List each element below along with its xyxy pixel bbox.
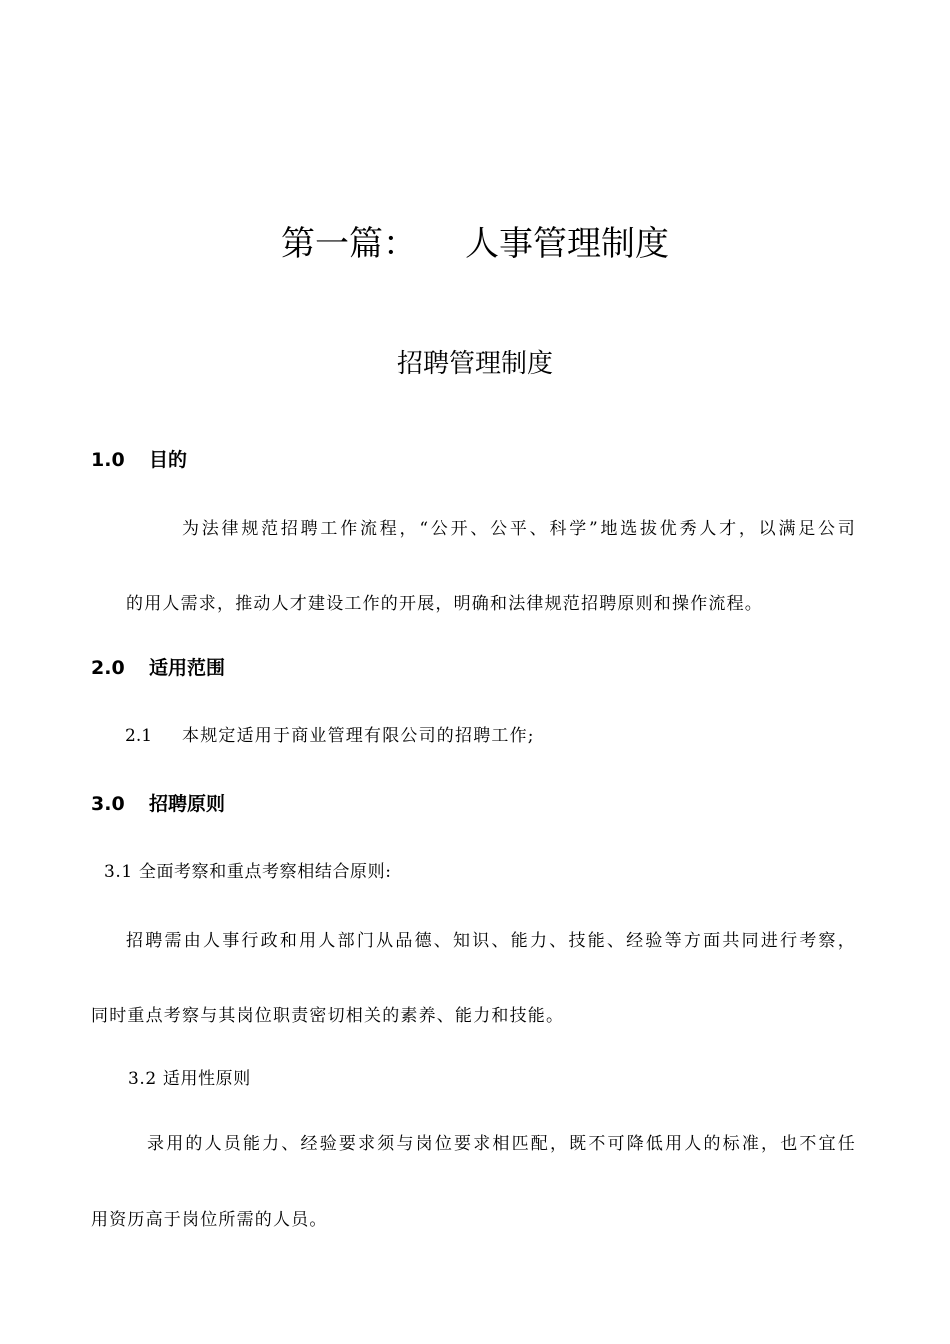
principle-3-2-line-1: 录用的人员能力、经验要求须与岗位要求相匹配，既不可降低用人的标准，也不宜任: [147, 1134, 856, 1154]
purpose-line-1: 为法律规范招聘工作流程，“公开、公平、科学”地选拔优秀人才，以满足公司: [182, 519, 856, 539]
section-heading-purpose: [91, 447, 187, 473]
chapter-title-part1: 第一篇：: [281, 224, 417, 264]
section-title: 招聘原则: [149, 793, 226, 815]
principle-3-2-line-2: 用资历高于岗位所需的人员。: [91, 1210, 328, 1230]
chapter-title-part2: 人事管理制度: [465, 224, 669, 264]
scope-item: [125, 724, 535, 748]
purpose-line-2: 的用人需求，推动人才建设工作的开展，明确和法律规范招聘原则和操作流程。: [126, 594, 763, 614]
section-title: 适用范围: [149, 657, 226, 679]
chapter-title: [0, 222, 950, 266]
principle-3-2-title: 3.2 适用性原则: [128, 1069, 251, 1089]
document-subtitle: 招聘管理制度: [396, 349, 553, 379]
section-title: 目的: [149, 449, 188, 471]
section-heading-principles: [91, 791, 225, 817]
section-number: 2.0: [91, 657, 125, 679]
section-number: 3.0: [91, 793, 125, 815]
principle-3-1-line-1: 招聘需由人事行政和用人部门从品德、知识、能力、技能、经验等方面共同进行考察，: [126, 931, 856, 951]
scope-item-number: 2.1: [125, 726, 153, 746]
section-number: 1.0: [91, 449, 125, 471]
principle-3-1-line-2: 同时重点考察与其岗位职责密切相关的素养、能力和技能。: [91, 1006, 565, 1026]
scope-item-text: 本规定适用于商业管理有限公司的招聘工作;: [182, 726, 535, 746]
section-heading-scope: [91, 655, 225, 681]
principle-3-1-title: 3.1 全面考察和重点考察相结合原则:: [104, 862, 392, 882]
